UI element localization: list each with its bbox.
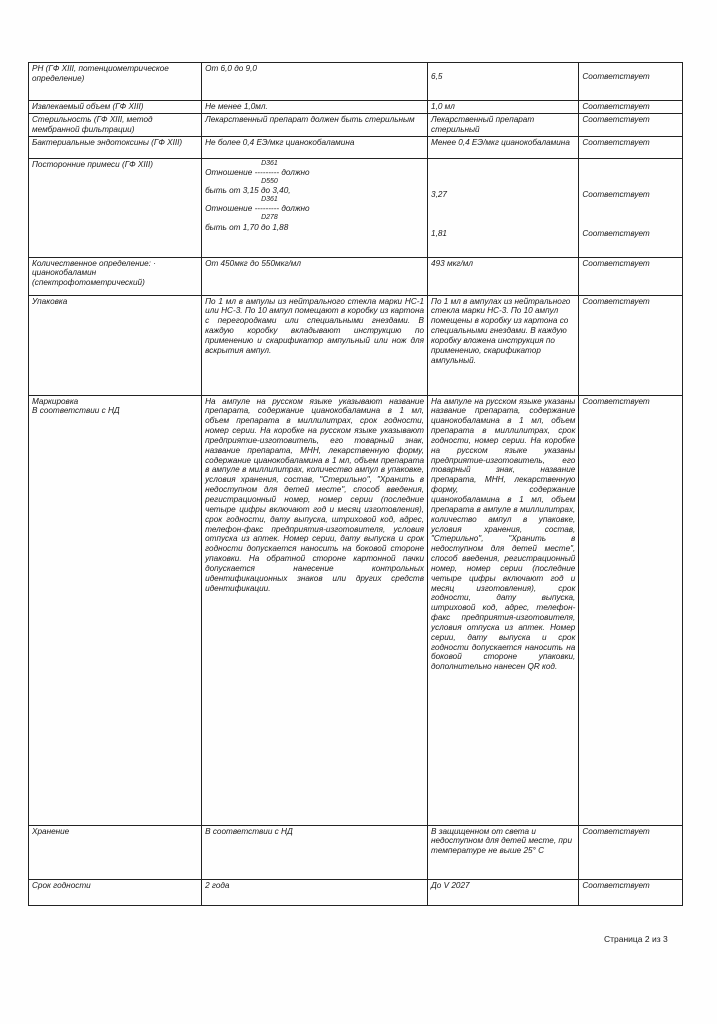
result-cell	[428, 158, 579, 257]
spec-cell: По 1 мл в ампулы из нейтрального стекла марки НС-1 или НС-3. По 10 ампул помещают в коробку из картона с перегородками или специальными гнездами. В каждую коробку вкладывают инструкцию по применению и скарификатор ампульный или нож для вскрытия ампул.	[202, 295, 428, 395]
spec-cell: Не менее 1,0мл.	[202, 101, 428, 114]
conclusion-cell: Соответствует	[579, 825, 683, 879]
ratio1-denominator: D550	[261, 177, 278, 185]
conclusion-cell: Соответствует	[579, 101, 683, 114]
table-row	[29, 158, 683, 257]
conclusion-cell: Соответствует	[579, 395, 683, 825]
result-cell: 1,0 мл	[428, 101, 579, 114]
result-cell: В защищенном от света и недоступном для детей месте, при температуре не выше 25° С	[428, 825, 579, 879]
spec-cell: От 450мкг до 550мкг/мл	[202, 257, 428, 295]
table-row	[29, 395, 683, 825]
param-label: Маркировка	[32, 396, 79, 406]
table-row	[29, 257, 683, 295]
ratio1-label: Отношение --------- должно	[205, 167, 310, 177]
result-cell	[428, 63, 579, 101]
result-value-1: 3,27	[431, 189, 447, 199]
table-row	[29, 295, 683, 395]
table-row	[29, 113, 683, 136]
param-cell: Посторонние примеси (ГФ XIII)	[29, 158, 202, 257]
result-cell: До V 2027	[428, 879, 579, 905]
result-cell: 493 мкг/мл	[428, 257, 579, 295]
table-row	[29, 879, 683, 905]
result-value-2: 1,81	[431, 229, 447, 239]
result-cell: Менее 0,4 ЕЭ/мкг цианокобаламина	[428, 136, 579, 158]
conclusion-value: Соответствует	[582, 72, 650, 81]
conclusion-cell	[579, 158, 683, 257]
param-cell: Хранение	[29, 825, 202, 879]
ratio1-numerator: D361	[261, 159, 278, 167]
spec-cell: От 6,0 до 9,0	[202, 63, 428, 101]
param-cell: РН (ГФ XIII, потенциометрическое определение)	[29, 63, 202, 101]
result-cell: Лекарственный препарат стерильный	[428, 113, 579, 136]
ratio1-range: быть от 3,15 до 3,40,	[205, 186, 291, 196]
spec-cell: Не более 0,4 ЕЭ/мкг цианокобаламина	[202, 136, 428, 158]
param-cell: Бактериальные эндотоксины (ГФ XIII)	[29, 136, 202, 158]
conclusion-value-2: Соответствует	[582, 229, 650, 239]
param-cell: Количественное определение: · цианокобаламин (спектрофотометрический)	[29, 257, 202, 295]
ratio2-denominator: D278	[261, 214, 278, 222]
spec-cell: 2 года	[202, 879, 428, 905]
conclusion-cell: Соответствует	[579, 879, 683, 905]
spec-cell	[202, 158, 428, 257]
ratio2-numerator: D361	[261, 196, 278, 203]
result-cell: По 1 мл в ампулах из нейтрального стекла марки НС-3. По 10 ампул помещены в коробку из картона со специальными гнездами. В каждую коробку вложена инструкция по применению, скарификатор ампульный.	[428, 295, 579, 395]
page-number: Страница 2 из 3	[604, 934, 668, 944]
results-table	[28, 62, 683, 906]
conclusion-value-1: Соответствует	[582, 189, 650, 199]
ratio2-range: быть от 1,70 до 1,88	[205, 222, 289, 232]
table-row	[29, 63, 683, 101]
result-value: 6,5	[431, 72, 443, 81]
param-label-sub: В соответствии с НД	[32, 406, 120, 416]
result-cell: На ампуле на русском языке указаны название препарата, содержание цианокобаламина в 1 мл, объем препарата в миллилитрах, срок годности, номер серии. На коробке на русском языке указаны предприятие-изготовитель, его товарный знак, название препарата, МНН, лекарственную форму, содержание цианокобаламина в 1 мл, объем препарата в ампуле в миллилитрах, количество ампул в упаковке, условия хранения, состав, "Стерильно", "Хранить в недоступном для детей месте", способ введения, регистрационный номер, номер серии (последние четыре цифры включают год и месяц изготовления), срок годности, дату выпуска, штриховой код, адрес, телефон-факс предприятия-изготовителя, условия отпуска из аптек. Номер серии, дату выпуска и срок годности допускается наносить на боковой стороне упаковки, дополнительно нанесен QR код.	[428, 395, 579, 825]
param-cell: Упаковка	[29, 295, 202, 395]
ratio2-label: Отношение --------- должно	[205, 204, 310, 214]
param-cell: Стерильность (ГФ XIII, метод мембранной фильтрации)	[29, 113, 202, 136]
conclusion-cell: Соответствует	[579, 113, 683, 136]
param-cell	[29, 395, 202, 825]
spec-cell: Лекарственный препарат должен быть стерильным	[202, 113, 428, 136]
table-row	[29, 136, 683, 158]
spec-cell: В соответствии с НД	[202, 825, 428, 879]
param-cell: Срок годности	[29, 879, 202, 905]
conclusion-cell: Соответствует	[579, 257, 683, 295]
table-row	[29, 101, 683, 114]
conclusion-cell: Соответствует	[579, 136, 683, 158]
param-cell: Извлекаемый объем (ГФ XIII)	[29, 101, 202, 114]
spec-cell: На ампуле на русском языке указывают название препарата, содержание цианокобаламина в 1 мл, объем препарата в миллилитрах, срок годности, номер серии. На коробке на русском языке указывают предприятие-изготовитель, его товарный знак, название препарата, МНН, лекарственную форму, содержание цианокобаламина в 1 мл, объем препарата в ампуле в миллилитрах, количество ампул в упаковке, условия хранения, состав, "Стерильно", "Хранить в недоступном для детей месте", способ введения, регистрационный номер, номер серии (последние четыре цифры включают год и месяц изготовления), срок годности, дату выпуска, штриховой код, адрес, телефон-факс предприятия-изготовителя, условия отпуска из аптек. Номер серии, дату выпуска и срок годности допускается наносить на боковой стороне упаковки. На обратной стороне картонной пачки допускается нанесение контрольных идентификационных знаков или других средств идентификации.	[202, 395, 428, 825]
conclusion-cell: Соответствует	[579, 295, 683, 395]
table-row	[29, 825, 683, 879]
conclusion-cell	[579, 63, 683, 101]
